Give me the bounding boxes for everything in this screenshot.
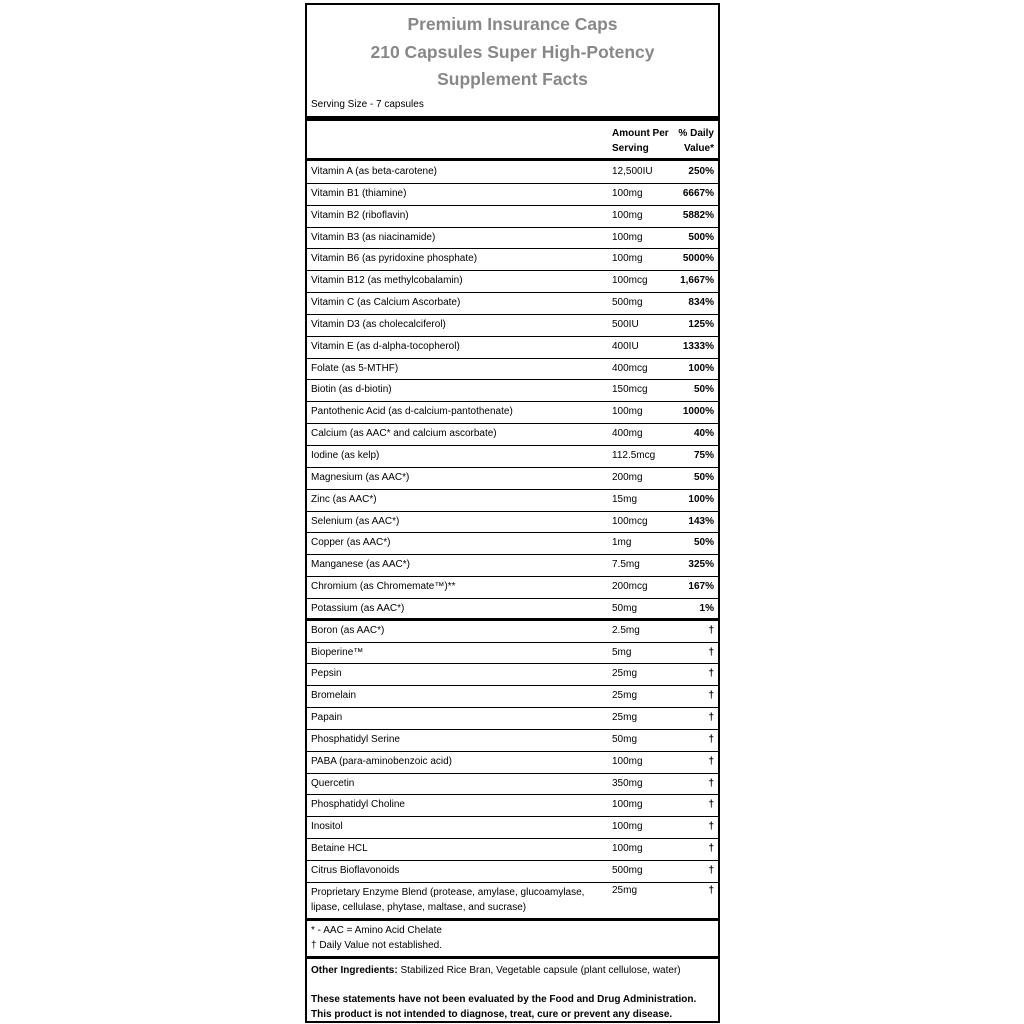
nutrient-daily-value: 834% xyxy=(688,297,714,309)
nutrient-amount: 25mg xyxy=(612,690,638,702)
table-row xyxy=(307,380,718,402)
nutrient-daily-value: 50% xyxy=(693,537,714,549)
amount-header: Amount Per Serving xyxy=(612,128,669,154)
nutrient-daily-value: † xyxy=(708,821,714,833)
table-row xyxy=(307,402,718,424)
nutrient-amount: 7.5mg xyxy=(612,559,640,571)
nutrient-daily-value: 40% xyxy=(693,428,714,440)
nutrient-name: Iodine (as kelp) xyxy=(311,449,380,461)
nutrient-daily-value: † xyxy=(708,799,714,811)
nutrient-daily-value: 100% xyxy=(688,362,714,374)
nutrient-amount: 100mg xyxy=(612,843,643,855)
nutrient-amount: 100mg xyxy=(612,406,643,418)
nutrient-name: Vitamin A (as beta-carotene) xyxy=(311,166,437,177)
product-name: Premium Insurance Caps xyxy=(407,14,618,34)
nutrient-daily-value: † xyxy=(708,733,714,745)
table-row xyxy=(307,664,718,686)
nutrient-amount: 15mg xyxy=(612,493,638,505)
nutrient-name: Bioperine™ xyxy=(311,646,364,658)
divider-thick xyxy=(307,116,718,121)
nutrient-daily-value: 5000% xyxy=(682,253,714,265)
nutrient-name: Betaine HCL xyxy=(311,843,368,855)
nutrient-daily-value: † xyxy=(708,755,714,767)
nutrient-name: Phosphatidyl Choline xyxy=(311,799,405,811)
nutrient-daily-value: 50% xyxy=(693,384,714,396)
panel-heading: Supplement Facts xyxy=(437,69,588,89)
nutrient-amount: 100mcg xyxy=(612,515,648,527)
table-row xyxy=(307,490,718,512)
nutrient-amount: 2.5mg xyxy=(612,624,640,636)
nutrient-daily-value: † xyxy=(708,777,714,789)
table-row xyxy=(307,839,718,861)
nutrient-amount: 50mg xyxy=(612,733,638,745)
nutrient-amount: 500mg xyxy=(612,297,643,309)
other-ingredients-label: Other Ingredients: xyxy=(311,965,398,976)
nutrient-name: Folate (as 5-MTHF) xyxy=(311,362,399,374)
nutrient-amount: 100mg xyxy=(612,231,643,243)
nutrient-daily-value: 50% xyxy=(693,471,714,483)
divider-header xyxy=(307,158,718,161)
nutrient-name: Phosphatidyl Serine xyxy=(311,733,400,745)
table-row xyxy=(307,468,718,490)
other-ingredients-text: Stabilized Rice Bran, Vegetable capsule (plant cellulose, water) xyxy=(397,965,681,976)
table-row xyxy=(307,599,718,621)
supplement-facts-panel xyxy=(305,3,720,1023)
table-row xyxy=(307,315,718,337)
other-ingredients xyxy=(311,963,681,978)
nutrient-amount: 500mg xyxy=(612,865,643,876)
table-row xyxy=(307,752,718,774)
table-row xyxy=(307,774,718,796)
nutrient-name: Vitamin C (as Calcium Ascorbate) xyxy=(311,297,461,309)
nutrient-amount: 100mg xyxy=(612,755,643,767)
nutrient-amount: 400IU xyxy=(612,340,639,352)
nutrient-daily-value: 6667% xyxy=(682,187,714,199)
table-row xyxy=(307,359,718,381)
nutrient-daily-value: 75% xyxy=(693,449,714,461)
nutrient-name: Boron (as AAC*) xyxy=(311,624,385,636)
nutrient-amount: 112.5mcg xyxy=(612,449,656,461)
table-row xyxy=(307,337,718,359)
nutrient-name: Vitamin E (as d-alpha-tocopherol) xyxy=(311,340,460,352)
title-block xyxy=(307,5,718,94)
nutrient-daily-value: † xyxy=(708,843,714,855)
footnote-aac: * - AAC = Amino Acid Chelate xyxy=(311,925,442,936)
nutrient-daily-value: 143% xyxy=(688,515,714,527)
nutrient-name: Zinc (as AAC*) xyxy=(311,493,377,505)
nutrient-amount: 50mg xyxy=(612,602,638,614)
table-row xyxy=(307,184,718,206)
nutrient-daily-value: 1333% xyxy=(682,340,714,352)
nutrient-amount: 100mg xyxy=(612,799,643,811)
nutrient-name: Pantothenic Acid (as d-calcium-pantothenate) xyxy=(311,406,513,418)
table-row xyxy=(307,861,718,883)
table-row xyxy=(307,643,718,665)
nutrient-name: Citrus Bioflavonoids xyxy=(311,865,400,876)
table-row xyxy=(307,446,718,468)
table-row xyxy=(307,512,718,534)
table-row xyxy=(307,162,718,184)
nutrient-name: Selenium (as AAC*) xyxy=(311,515,400,527)
table-row xyxy=(307,795,718,817)
table-row xyxy=(307,228,718,250)
nutrient-daily-value: 1000% xyxy=(682,406,714,418)
nutrient-name: Vitamin B6 (as pyridoxine phosphate) xyxy=(311,253,478,265)
nutrient-daily-value: † xyxy=(708,646,714,658)
serving-size: Serving Size - 7 capsules xyxy=(311,99,424,110)
divider-other xyxy=(307,956,718,959)
nutrient-amount: 500IU xyxy=(612,318,639,330)
nutrient-daily-value: 500% xyxy=(688,231,714,243)
nutrient-name: Vitamin B3 (as niacinamide) xyxy=(311,231,436,243)
nutrient-daily-value: † xyxy=(708,712,714,724)
nutrient-name: Potassium (as AAC*) xyxy=(311,602,405,614)
nutrient-daily-value: 1% xyxy=(699,602,714,614)
nutrient-amount: 100mg xyxy=(612,209,643,221)
nutrient-amount: 150mcg xyxy=(612,384,648,396)
nutrient-amount: 400mg xyxy=(612,428,643,440)
nutrient-amount: 200mcg xyxy=(612,581,648,593)
nutrient-daily-value: 5882% xyxy=(682,209,714,221)
nutrient-amount: 100mg xyxy=(612,821,643,833)
nutrient-name: Inositol xyxy=(311,821,343,833)
table-row xyxy=(307,424,718,446)
nutrient-daily-value: 250% xyxy=(688,166,714,177)
nutrient-daily-value: 167% xyxy=(688,581,714,593)
nutrient-amount: 400mcg xyxy=(612,362,648,374)
nutrient-name: Proprietary Enzyme Blend (protease, amylase, glucoamylase, lipase, cellulase, phytase, maltase, and sucrase) xyxy=(311,886,585,913)
nutrient-daily-value: 100% xyxy=(688,493,714,505)
product-subtitle: 210 Capsules Super High-Potency xyxy=(370,41,655,62)
nutrient-amount: 25mg xyxy=(612,668,638,680)
nutrient-name: Magnesium (as AAC*) xyxy=(311,471,410,483)
nutrient-name: Bromelain xyxy=(311,690,357,702)
daily-value-header: % Daily Value* xyxy=(678,128,714,154)
table-row xyxy=(307,555,718,577)
nutrient-name: Vitamin D3 (as cholecalciferol) xyxy=(311,318,446,330)
nutrient-name: PABA (para-aminobenzoic acid) xyxy=(311,755,452,767)
nutrient-name: Vitamin B1 (thiamine) xyxy=(311,187,407,199)
nutrient-name: Vitamin B2 (riboflavin) xyxy=(311,209,409,221)
nutrient-daily-value: † xyxy=(708,690,714,702)
nutrient-name: Copper (as AAC*) xyxy=(311,537,391,549)
nutrient-name: Manganese (as AAC*) xyxy=(311,559,410,571)
table-row xyxy=(307,817,718,839)
nutrient-amount: 100mg xyxy=(612,253,643,265)
divider-footnotes xyxy=(307,918,718,921)
nutrient-name: Quercetin xyxy=(311,777,355,789)
nutrient-name: Chromium (as Chromemate™)** xyxy=(311,581,456,593)
fda-disclaimer: These statements have not been evaluated by the Food and Drug Administration. This product is not intended to diagnose, treat, cure or prevent any disease. xyxy=(311,994,697,1020)
nutrient-amount: 200mg xyxy=(612,471,643,483)
nutrient-amount: 5mg xyxy=(612,646,632,658)
table-row xyxy=(307,708,718,730)
table-row xyxy=(307,883,718,918)
nutrient-amount: 100mg xyxy=(612,187,643,199)
nutrient-name: Vitamin B12 (as methylcobalamin) xyxy=(311,275,463,287)
table-row xyxy=(307,577,718,599)
nutrient-amount: 1mg xyxy=(612,537,632,549)
nutrient-name: Calcium (as AAC* and calcium ascorbate) xyxy=(311,428,497,440)
footnote-dagger: † Daily Value not established. xyxy=(311,940,443,951)
nutrient-daily-value: † xyxy=(708,884,714,896)
nutrient-table xyxy=(307,162,718,918)
table-row xyxy=(307,621,718,643)
nutrient-name: Papain xyxy=(311,712,343,724)
table-row xyxy=(307,206,718,228)
table-row xyxy=(307,686,718,708)
nutrient-daily-value: 325% xyxy=(688,559,714,571)
table-row xyxy=(307,249,718,271)
nutrient-amount: 100mcg xyxy=(612,275,648,287)
nutrient-daily-value: 1,667% xyxy=(680,275,714,287)
nutrient-daily-value: † xyxy=(708,624,714,636)
nutrient-amount: 25mg xyxy=(612,712,638,724)
column-header xyxy=(307,123,718,157)
footnotes xyxy=(311,923,442,953)
nutrient-amount: 12,500IU xyxy=(612,166,653,177)
table-row xyxy=(307,293,718,315)
nutrient-daily-value: 125% xyxy=(688,318,714,330)
table-row xyxy=(307,271,718,293)
table-row xyxy=(307,533,718,555)
nutrient-amount: 350mg xyxy=(612,777,643,789)
nutrient-name: Pepsin xyxy=(311,668,342,680)
table-row xyxy=(307,730,718,752)
nutrient-daily-value: † xyxy=(708,668,714,680)
nutrient-daily-value: † xyxy=(708,865,714,876)
nutrient-name: Biotin (as d-biotin) xyxy=(311,384,392,396)
nutrient-amount: 25mg xyxy=(612,884,638,896)
